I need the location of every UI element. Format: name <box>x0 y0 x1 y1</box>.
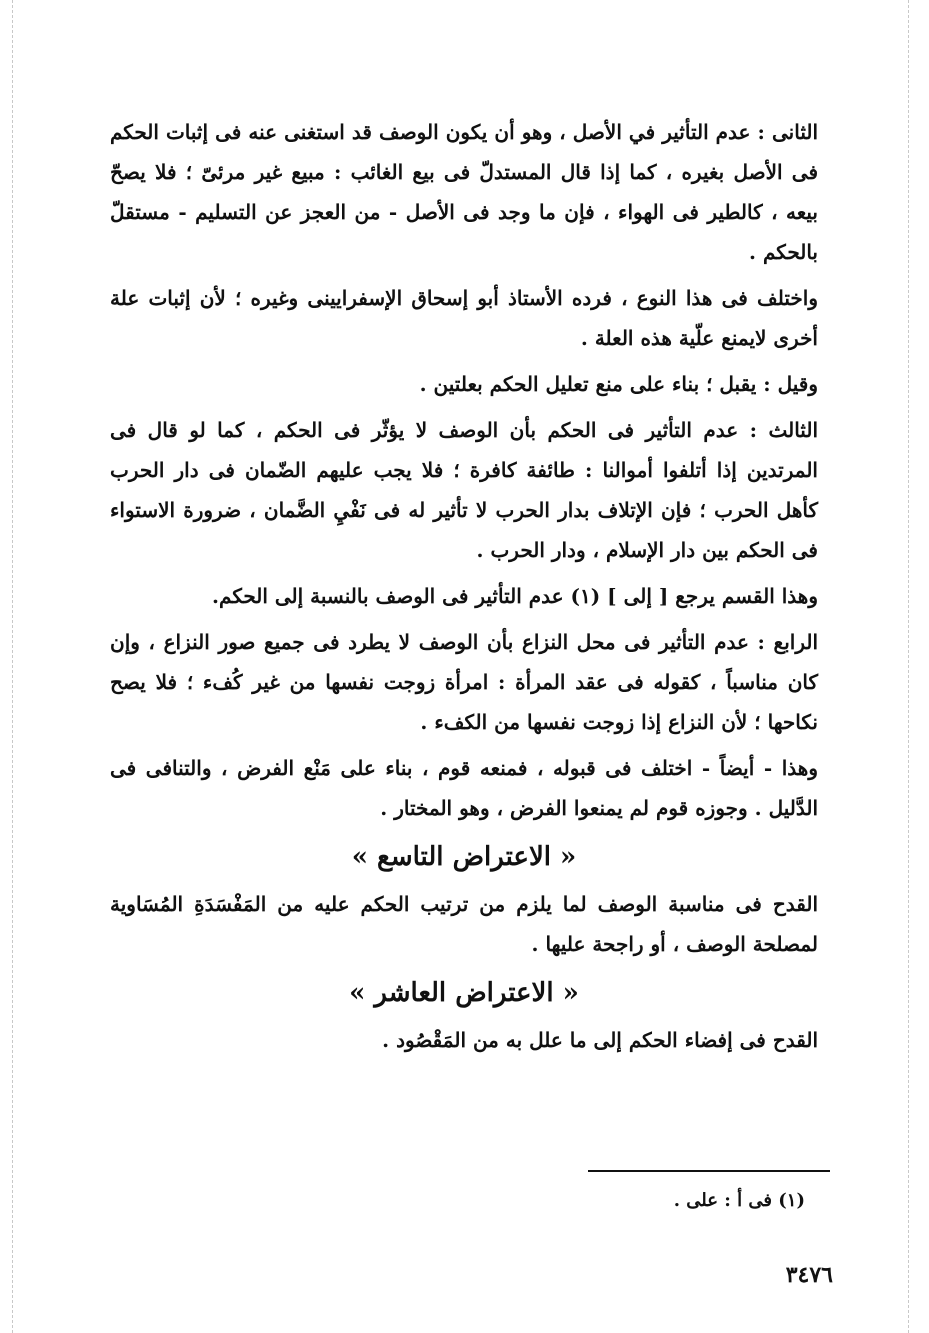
footnote-divider <box>588 1170 830 1172</box>
paragraph-body: وقيل : يقبل ؛ بناء على منع تعليل الحكم بعلتين . <box>419 372 818 396</box>
paragraph-lead: الرابع <box>773 630 818 654</box>
paragraph-body: : عدم التأثير فى محل النزاع بأن الوصف لا يطرد فى جميع صور النزاع ، وإن كان مناسباً ، كقوله فى عقد المرأة : امرأة زوجت نفسها من غير كُفء ؛ فلا يصح نكاحها ؛ لأن النزاع إذا زوجت نفسها من الكفء . <box>110 630 818 734</box>
paragraph-also-disputed <box>110 748 818 828</box>
paragraph-ninth-objection: القدح فى مناسبة الوصف لما يلزم من ترتيب الحكم عليه من المَفْسَدَةِ المُسَاوية لمصلحة الوصف ، أو راجحة عليها . <box>110 892 818 956</box>
paragraph-body: : عدم التأثير فى الحكم بأن الوصف لا يؤثّر فى الحكم ، كما لو قال فى المرتدين إذا أتلفوا أموالنا : طائفة كافرة ؛ فلا يجب عليهم الضّمان فى دار الحرب كأهل الحرب ؛ فإن الإتلاف بدار الحرب لا تأثير له فى نَفْيِ الضَّمان ، ضرورة الاستواء فى الحكم بين دار الإسلام ، ودار الحرب . <box>110 418 819 562</box>
paragraph-body: وهذا القسم يرجع [ إلى ] (١) عدم التأثير فى الوصف بالنسبة إلى الحكم. <box>212 584 818 608</box>
paragraph-tenth-objection: القدح فى إفضاء الحكم إلى ما علل به من المَقْصُود . <box>382 1028 818 1052</box>
paragraph-second <box>110 112 818 272</box>
paragraph-lead: الثانى <box>771 120 818 144</box>
main-text <box>110 112 818 1066</box>
heading-tenth-objection: « الاعتراض العاشر » <box>349 978 579 1008</box>
paragraph-accepted <box>110 364 818 404</box>
scan-margin-dots-left <box>12 0 13 1333</box>
scan-margin-dots-right <box>908 0 909 1333</box>
paragraph-body: واختلف فى هذا النوع ، فرده الأستاذ أبو إسحاق الإسفرايينى وغيره ؛ لأن إثبات علة أخرى لايمنع علّية هذه العلة . <box>110 286 818 350</box>
paragraph-lead: الثالث <box>768 418 818 442</box>
paragraph-fourth <box>110 622 818 742</box>
paragraph-body: : عدم التأثير في الأصل ، وهو أن يكون الوصف قد استغنى عنه فى إثبات الحكم فى الأصل بغيره ، كما إذا قال المستدلّ فى بيع الغائب : مبيع غير مرئىّ ؛ فلا يصحّ بيعه ، كالطير فى الهواء ، فإن ما وجد فى الأصل - من العجز عن التسليم - مستقلّ بالحكم . <box>110 120 818 264</box>
page-number: ٣٤٧٦ <box>785 1262 833 1288</box>
paragraph-body: وهذا - أيضاً - اختلف فى قبوله ، فمنعه قوم ، بناء على مَنْع الفرض ، والتنافى فى الدَّليل . وجوزه قوم لم يمنعوا الفرض ، وهو المختار . <box>110 756 818 820</box>
paragraph-section-returns <box>110 576 818 616</box>
paragraph-disagreement <box>110 278 818 358</box>
paragraph-third <box>110 410 818 570</box>
heading-ninth-objection: « الاعتراض التاسع » <box>351 842 577 872</box>
footnote: (١) فى أ : على . <box>673 1190 805 1211</box>
